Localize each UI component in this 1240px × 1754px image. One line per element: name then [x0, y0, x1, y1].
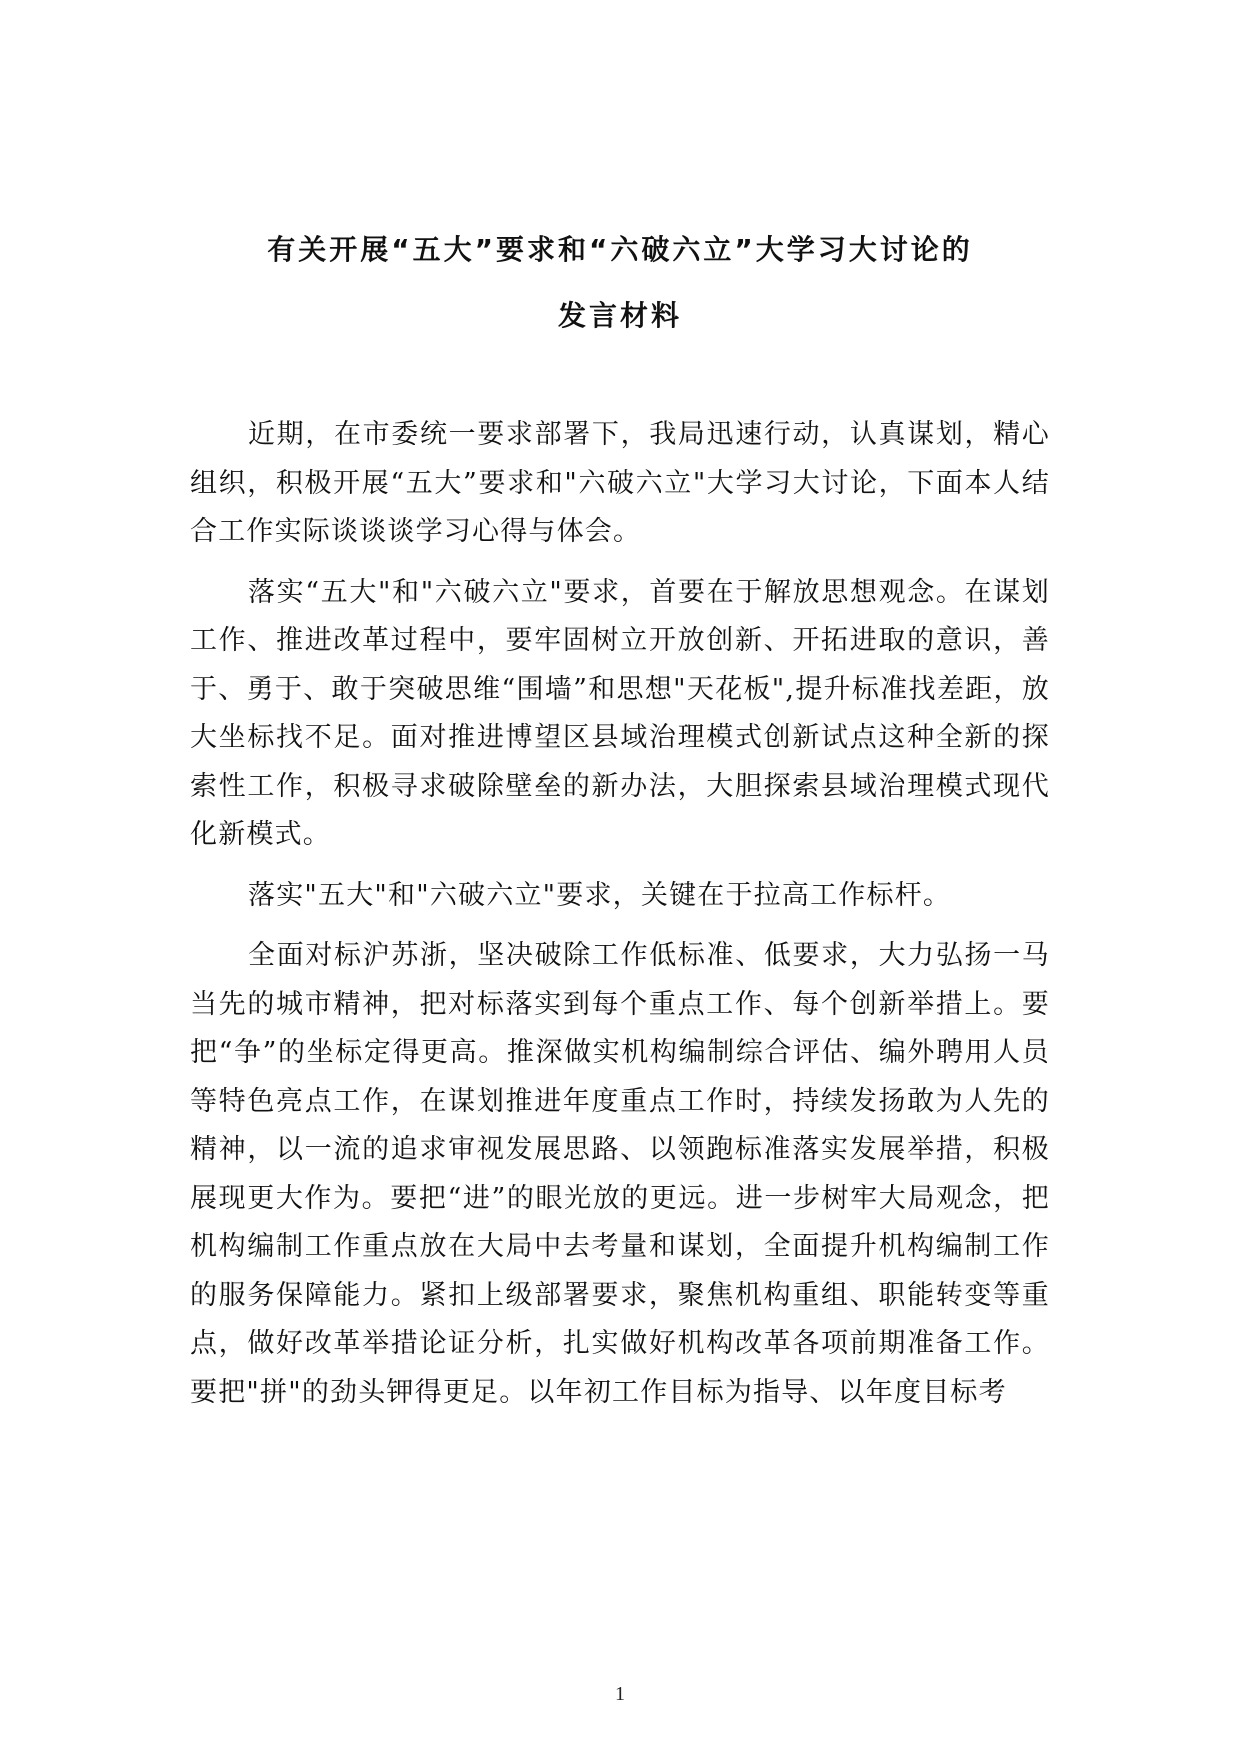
paragraph: 落实“五大"和"六破六立"要求，首要在于解放思想观念。在谋划工作、推进改革过程中，要牢固树立开放创新、开拓进取的意识，善于、勇于、敢于突破思维“围墙”和思想"天花板",提升标准找差距，放大坐标找不足。面对推进博望区县域治理模式创新试点这种全新的探索性工作，积极寻求破除壁垒的新办法，大胆探索县域治理模式现代化新模式。: [190, 576, 1050, 850]
page-number: 1: [615, 1683, 625, 1705]
document-title-line-2: 发言材料: [557, 299, 682, 332]
paragraph: 近期，在市委统一要求部署下，我局迅速行动，认真谋划，精心组织，积极开展“五大”要求和"六破六立"大学习大讨论，下面本人结合工作实际谈谈谈学习心得与体会。: [190, 419, 1050, 547]
document-body: [190, 411, 1050, 1429]
document-title-line-1: 有关开展“五大”要求和“六破六立”大学习大讨论的: [267, 233, 973, 266]
paragraph: 全面对标沪苏浙，坚决破除工作低标准、低要求，大力弘扬一马当先的城市精神，把对标落实到每个重点工作、每个创新举措上。要把“争”的坐标定得更高。推深做实机构编制综合评估、编外聘用人员等特色亮点工作，在谋划推进年度重点工作时，持续发扬敢为人先的精神，以一流的追求审视发展思路、以领跑标准落实发展举措，积极展现更大作为。要把“进”的眼光放的更远。进一步树牢大局观念，把机构编制工作重点放在大局中去考量和谋划，全面提升机构编制工作的服务保障能力。紧扣上级部署要求，聚焦机构重组、职能转变等重点，做好改革举措论证分析，扎实做好机构改革各项前期准备工作。要把"拼"的劲头钾得更足。以年初工作目标为指导、以年度目标考: [190, 940, 1050, 1408]
paragraph: 落实"五大"和"六破六立"要求，关键在于拉高工作标杆。: [248, 879, 952, 911]
